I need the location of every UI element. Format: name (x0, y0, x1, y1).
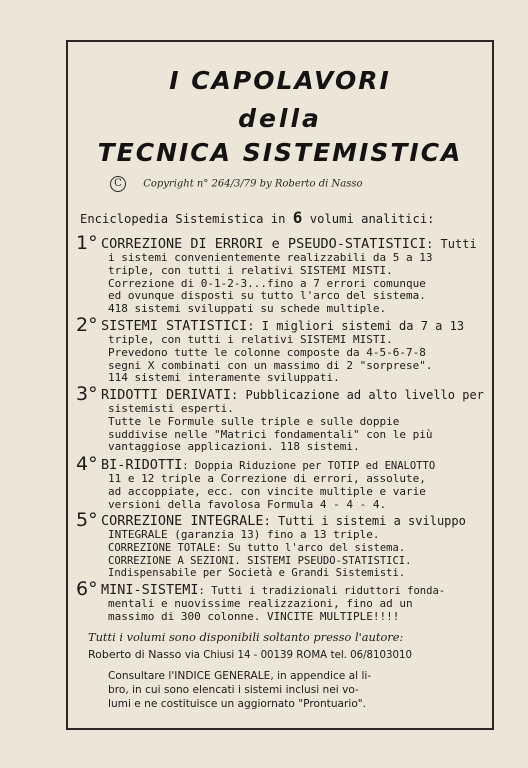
index-note-line: lumi e ne costituisce un aggiornato "Prontuario". (108, 698, 367, 710)
volume-line: vantaggiose applicazioni. 118 sistemi. (108, 440, 360, 454)
volume-5 (76, 509, 496, 580)
index-note-line: Consultare l'INDICE GENERALE, in appendice al li- (108, 670, 372, 682)
volume-heading (101, 318, 496, 334)
volume-number: 3° (76, 383, 98, 405)
volume-heading (101, 236, 496, 252)
intro-after: volumi analitici: (302, 212, 435, 226)
intro-line (80, 208, 490, 227)
volume-4 (76, 453, 496, 511)
author-phone: tel. 06/8103010 (330, 650, 412, 661)
copyright-line (110, 176, 470, 192)
copyright-icon: C (110, 176, 126, 192)
author-address (88, 648, 498, 661)
volume-name: RIDOTTI DERIVATI (101, 387, 232, 403)
title-line-2: della (238, 104, 322, 133)
volume-line: i sistemi convenientemente realizzabili da 5 a 13 (108, 251, 433, 264)
volume-6 (76, 578, 496, 624)
volume-line: sistemisti esperti. (108, 402, 234, 415)
volume-number: 5° (76, 509, 98, 531)
title-line-3: TECNICA SISTEMISTICA (97, 138, 463, 167)
volume-heading (101, 387, 496, 403)
volume-heading-tail: : I migliori sistemi da 7 a 13 (247, 319, 465, 333)
volume-name: MINI-SISTEMI (101, 582, 199, 598)
volume-line: CORREZIONE TOTALE: Su tutto l'arco del sistema. (108, 541, 406, 554)
volume-number: 2° (76, 314, 98, 336)
volume-heading (101, 582, 496, 598)
volume-line: ad accoppiate, ecc. con vincite multiple e varie (108, 484, 426, 498)
volume-line: versioni della favolosa Formula 4 - 4 - 4. (108, 497, 387, 511)
volume-line: Tutte le Formule sulle triple e sulle doppie (108, 414, 400, 428)
volume-heading-tail: : Pubblicazione ad alto livello per (231, 388, 484, 402)
volume-line: Correzione di 0-1-2-3...fino a 7 errori comunque (108, 276, 426, 290)
volume-heading (101, 513, 496, 529)
volume-line: Prevedono tutte le colonne composte da 4-5-6-7-8 (108, 345, 426, 359)
volume-line: segni X combinati con un massimo di 2 "sorprese". (108, 358, 433, 372)
volume-name: CORREZIONE DI ERRORI e PSEUDO-STATISTICI (101, 236, 427, 252)
volume-line: 418 sistemi sviluppati su schede multiple. (108, 302, 387, 316)
volume-line: ed ovunque disposti su tutto l'arco del sistema. (108, 289, 426, 303)
intro-before: Enciclopedia Sistemistica in (80, 212, 293, 226)
volume-line: 11 e 12 triple a Correzione di errori, assolute, (108, 472, 426, 485)
volume-heading-tail: : Tutti i sistemi a sviluppo (263, 514, 466, 528)
volume-line: massimo di 300 colonne. VINCITE MULTIPLE!!!! (108, 609, 400, 623)
availability-note: Tutti i volumi sono disponibili soltanto presso l'autore: (88, 630, 404, 644)
author-street: via Chiusi 14 - 00139 ROMA (184, 650, 328, 661)
volume-line: suddivise nelle "Matrici fondamentali" con le più (108, 427, 433, 441)
author-name: Roberto di Nasso (88, 648, 182, 661)
volume-line: INTEGRALE (garanzia 13) fino a 13 triple. (108, 528, 380, 541)
index-note (108, 669, 488, 711)
volume-1 (76, 232, 496, 316)
volume-name: BI-RIDOTTI (101, 457, 183, 473)
volume-line: triple, con tutti i relativi SISTEMI MISTI. (108, 333, 393, 346)
volume-name: SISTEMI STATISTICI (101, 318, 248, 334)
volume-heading (101, 457, 496, 473)
volume-line: Indispensabile per Società e Grandi Sistemisti. (108, 567, 406, 580)
title-line-1: I CAPOLAVORI (169, 66, 391, 95)
index-note-line: bro, in cui sono elencati i sistemi inclusi nei vo- (108, 684, 359, 696)
volume-3 (76, 383, 496, 454)
volume-2 (76, 314, 496, 385)
volume-number: 4° (76, 453, 98, 475)
volume-number: 6° (76, 578, 98, 600)
volume-line: triple, con tutti i relativi SISTEMI MISTI. (108, 263, 393, 277)
volume-number: 1° (76, 232, 98, 254)
volume-name: CORREZIONE INTEGRALE (101, 513, 264, 529)
volume-line: CORREZIONE A SEZIONI. SISTEMI PSEUDO-STATISTICI. (108, 554, 412, 567)
volume-heading-tail: : Doppia Riduzione per TOTIP ed ENALOTTO (182, 460, 436, 472)
volume-heading-tail: : Tutti i tradizionali riduttori fonda- (198, 585, 446, 597)
volume-heading-tail: : Tutti (426, 237, 477, 251)
intro-count: 6 (292, 208, 303, 227)
copyright-text: Copyright n° 264/3/79 by Roberto di Nasso (143, 178, 363, 190)
volume-line: 114 sistemi interamente sviluppati. (108, 371, 340, 385)
volume-line: mentali e nuovissime realizzazioni, fino ad un (108, 597, 413, 610)
